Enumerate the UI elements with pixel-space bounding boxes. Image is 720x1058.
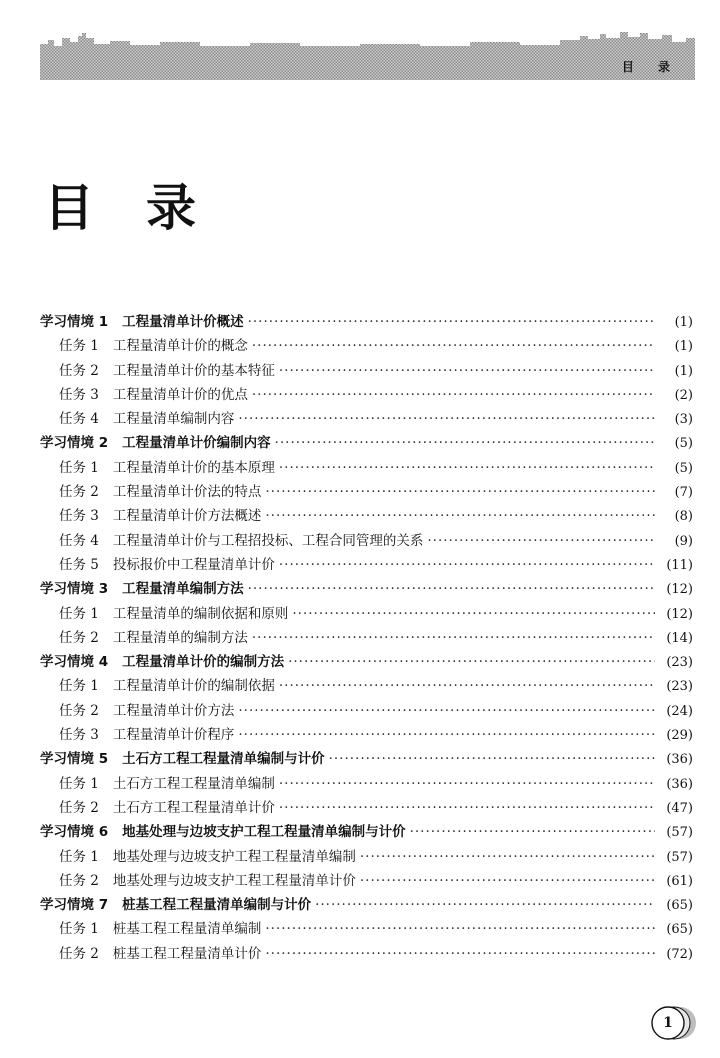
toc-task-row[interactable]: [40, 772, 693, 796]
toc-entry-number: 任务 1: [59, 921, 99, 938]
dot-leader: [360, 845, 655, 869]
toc-entry-title: 工程量清单计价的基本特征: [112, 362, 275, 379]
toc-entry-title: 地基处理与边坡支护工程工程量清单计价: [112, 872, 356, 889]
toc-task-row[interactable]: [40, 723, 693, 747]
toc-chapter-row[interactable]: [40, 431, 693, 455]
toc-entry-number: 任务 5: [59, 556, 99, 573]
toc-entry-number: 任务 4: [59, 411, 99, 428]
toc-entry-number: 学习情境 1: [40, 314, 109, 330]
dot-leader: [265, 480, 655, 504]
toc-entry-number: 任务 2: [59, 702, 99, 719]
toc-task-row[interactable]: [40, 553, 693, 577]
toc-entry-title: 工程量清单计价法的特点: [112, 484, 262, 501]
toc-entry-number: 任务 1: [59, 848, 99, 865]
toc-entry-number: 任务 1: [59, 678, 99, 695]
toc-entry-number: 任务 1: [59, 338, 99, 355]
toc-entry-page: (11): [666, 557, 693, 573]
toc-task-row[interactable]: [40, 456, 693, 480]
toc-entry-title: 工程量清单计价与工程招投标、工程合同管理的关系: [112, 532, 424, 549]
page-number: 1: [663, 1015, 673, 1031]
toc-entry-number: 学习情境 3: [40, 581, 109, 598]
toc-entry-title: 工程量清单编制内容: [112, 411, 235, 428]
toc-entry-number: 任务 2: [59, 484, 99, 501]
toc-entry-title: 工程量清单计价的编制依据: [112, 678, 275, 695]
toc-entry-title: 工程量清单计价的基本原理: [112, 459, 275, 476]
dot-leader: [252, 334, 655, 358]
toc-entry-title: 地基处理与边坡支护工程工程量清单编制与计价: [122, 824, 406, 841]
toc-entry-number: 任务 3: [59, 727, 99, 744]
toc-entry-title: 投标报价中工程量清单计价: [112, 556, 275, 573]
dot-leader: [279, 772, 655, 796]
running-header: 目 录: [621, 60, 680, 74]
toc-entry-title: 土石方工程工程量清单编制与计价: [122, 751, 325, 768]
toc-task-row[interactable]: [40, 383, 693, 407]
toc-entry-number: 学习情境 4: [40, 654, 109, 671]
toc-entry-page: (2): [674, 387, 693, 403]
dot-leader: [315, 893, 655, 917]
toc-task-row[interactable]: [40, 504, 693, 528]
dot-leader: [292, 602, 655, 626]
toc-entry-page: (72): [666, 946, 693, 962]
toc-entry-page: (24): [666, 703, 693, 719]
toc-entry-page: (57): [666, 825, 693, 841]
toc-entry-number: 学习情境 6: [40, 824, 109, 841]
toc-entry-page: (61): [666, 873, 693, 889]
toc-entry-title: 土石方工程工程量清单计价: [112, 799, 275, 816]
toc-task-row[interactable]: [40, 480, 693, 504]
toc-entry-page: (36): [666, 752, 693, 768]
toc-task-row[interactable]: [40, 674, 693, 698]
dot-leader: [275, 431, 655, 455]
toc-task-row[interactable]: [40, 334, 693, 358]
toc-entry-page: (9): [674, 533, 693, 549]
toc-entry-number: 学习情境 5: [40, 751, 109, 768]
toc-entry-title: 工程量清单的编制依据和原则: [112, 605, 289, 622]
dot-leader: [265, 942, 655, 966]
toc-entry-number: 任务 1: [59, 605, 99, 622]
toc-task-row[interactable]: [40, 699, 693, 723]
toc-entry-title: 工程量清单计价的优点: [112, 386, 248, 403]
dot-leader: [252, 383, 655, 407]
toc-entry-page: (1): [674, 363, 693, 379]
toc-task-row[interactable]: [40, 626, 693, 650]
dot-leader: [238, 699, 655, 723]
dot-leader: [427, 529, 655, 553]
toc-chapter-row[interactable]: [40, 650, 693, 674]
toc-entry-number: 学习情境 7: [40, 897, 109, 914]
city-skyline-banner: [40, 30, 695, 80]
toc-entry-title: 工程量清单编制方法: [122, 581, 244, 598]
toc-entry-page: (12): [666, 606, 693, 622]
toc-entry-number: 任务 1: [59, 459, 99, 476]
toc-entry-number: 任务 2: [59, 872, 99, 889]
toc-task-row[interactable]: [40, 796, 693, 820]
toc-entry-page: (29): [666, 728, 693, 744]
toc-entry-page: (14): [666, 630, 693, 646]
dot-leader: [279, 674, 655, 698]
toc-task-row[interactable]: [40, 529, 693, 553]
dot-leader: [279, 796, 655, 820]
toc-entry-page: (23): [666, 655, 693, 671]
toc-entry-number: 任务 4: [59, 532, 99, 549]
toc-chapter-row[interactable]: [40, 820, 693, 844]
page-title: 目录: [44, 179, 248, 237]
toc-entry-page: (1): [674, 339, 693, 355]
toc-entry-number: 任务 3: [59, 386, 99, 403]
toc-entry-title: 桩基工程工程量清单计价: [112, 945, 262, 962]
toc-task-row[interactable]: [40, 845, 693, 869]
toc-task-row[interactable]: [40, 602, 693, 626]
dot-leader: [288, 650, 655, 674]
toc-chapter-row[interactable]: [40, 577, 693, 601]
toc-entry-title: 桩基工程工程量清单编制: [112, 921, 262, 938]
toc-task-row[interactable]: [40, 942, 693, 966]
toc-entry-title: 工程量清单计价方法概述: [112, 508, 262, 525]
toc-entry-title: 工程量清单计价程序: [112, 727, 235, 744]
toc-entry-number: 任务 1: [59, 775, 99, 792]
dot-leader: [265, 504, 655, 528]
toc-chapter-row[interactable]: [40, 893, 693, 917]
dot-leader: [410, 820, 655, 844]
toc-task-row[interactable]: [40, 407, 693, 431]
toc-entry-title: 地基处理与边坡支护工程工程量清单编制: [112, 848, 356, 865]
dot-leader: [329, 747, 655, 771]
toc-entry-number: 任务 3: [59, 508, 99, 525]
toc-entry-page: (7): [674, 485, 693, 501]
toc-entry-page: (8): [674, 509, 693, 525]
dot-leader: [360, 869, 655, 893]
dot-leader: [248, 310, 655, 334]
toc-entry-page: (36): [666, 776, 693, 792]
toc-entry-number: 学习情境 2: [40, 435, 109, 452]
toc-chapter-row[interactable]: [40, 310, 693, 334]
table-of-contents: [40, 310, 693, 966]
toc-entry-page: (47): [666, 800, 693, 816]
toc-entry-title: 工程量清单计价概述: [122, 314, 244, 330]
dot-leader: [238, 407, 655, 431]
dot-leader: [279, 553, 655, 577]
toc-entry-title: 工程量清单计价方法: [112, 702, 235, 719]
dot-leader: [279, 359, 655, 383]
skyline-icon: [40, 30, 695, 80]
toc-task-row[interactable]: [40, 869, 693, 893]
toc-entry-page: (3): [674, 412, 693, 428]
toc-entry-title: 工程量清单计价编制内容: [122, 435, 271, 452]
toc-entry-page: (65): [666, 898, 693, 914]
toc-entry-number: 任务 2: [59, 799, 99, 816]
toc-entry-page: (12): [666, 582, 693, 598]
toc-entry-title: 工程量清单计价的概念: [112, 338, 248, 355]
dot-leader: [248, 577, 655, 601]
toc-entry-page: (5): [674, 460, 693, 476]
toc-entry-title: 土石方工程工程量清单编制: [112, 775, 275, 792]
toc-entry-page: (5): [674, 436, 693, 452]
toc-task-row[interactable]: [40, 359, 693, 383]
toc-entry-number: 任务 2: [59, 629, 99, 646]
toc-entry-title: 桩基工程工程量清单编制与计价: [122, 897, 312, 914]
toc-entry-page: (1): [674, 315, 693, 330]
toc-entry-title: 工程量清单计价的编制方法: [122, 654, 285, 671]
toc-entry-title: 工程量清单的编制方法: [112, 629, 248, 646]
toc-entry-number: 任务 2: [59, 945, 99, 962]
toc-task-row[interactable]: [40, 917, 693, 941]
toc-entry-number: 任务 2: [59, 362, 99, 379]
toc-chapter-row[interactable]: [40, 747, 693, 771]
dot-leader: [279, 456, 655, 480]
toc-entry-page: (65): [666, 922, 693, 938]
toc-entry-page: (23): [666, 679, 693, 695]
dot-leader: [252, 626, 655, 650]
dot-leader: [238, 723, 655, 747]
dot-leader: [265, 917, 655, 941]
toc-entry-page: (57): [666, 849, 693, 865]
